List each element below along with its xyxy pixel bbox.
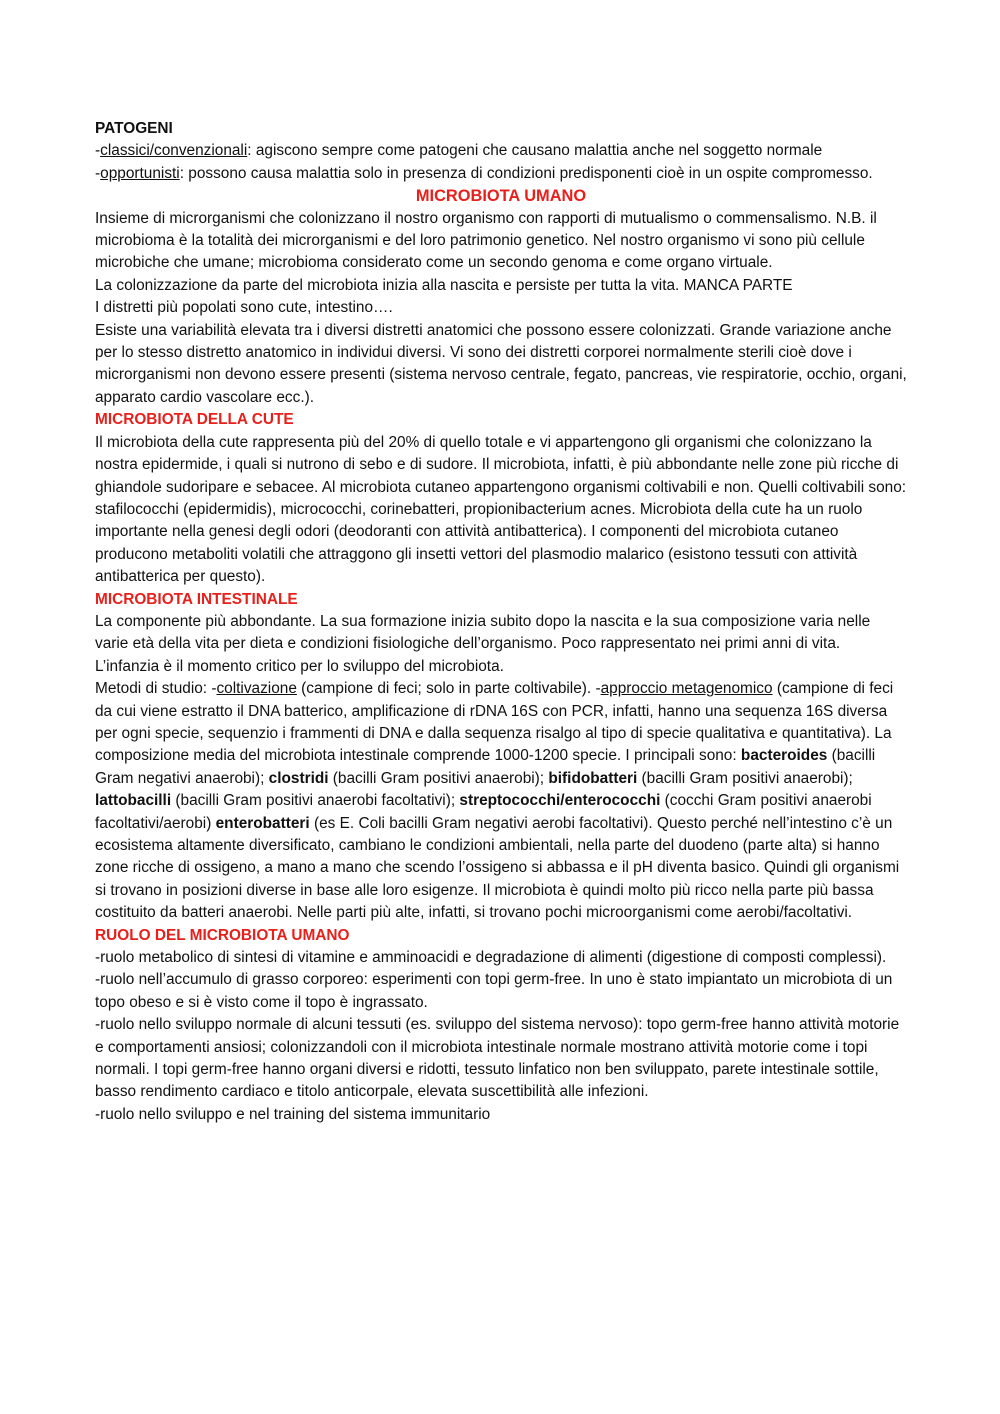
- list-item-ruolo-tessuti: -ruolo nello sviluppo normale di alcuni tessuti (es. sviluppo del sistema nervoso): topo germ-free hanno attività motorie e comportamenti ansiosi; colonizzandoli con il microbiota intestinale normale mostrano attività motorie come i topi normali. I topi germ-free hanno organi diversi e ridotti, tessuto linfatico non ben sviluppato, parete intestinale sottile, basso rendimento cardiaco e titolo anticorpale, elevata suscettibilità alle infezioni.: [95, 1016, 900, 1101]
- text-segment: (cocchi Gram positivi anaerobi facoltativi/aerobi): [95, 792, 872, 832]
- heading-microbiota-intestinale: MICROBIOTA INTESTINALE: [95, 590, 298, 608]
- list-item-ruolo-metabolico: -ruolo metabolico di sintesi di vitamine e amminoacidi e degradazione di alimenti (digestione di composti complessi).: [95, 949, 887, 967]
- definition-classici: : agiscono sempre come patogeni che causano malattia anche nel soggetto normale: [247, 142, 823, 160]
- text-segment: (campione di feci; solo in parte coltivabile). -: [296, 680, 601, 698]
- paragraph-intestinale-intro: La componente più abbondante. La sua formazione inizia subito dopo la nascita e la sua composizione varia nelle varie età della vita per dieta e condizioni fisiologiche dell’organismo. Poco rappresentato nei primi anni di vita. L’infanzia è il momento critico per lo sviluppo del microbiota.: [95, 612, 871, 675]
- dash: -: [95, 164, 101, 182]
- term-clostridi: clostridi: [268, 769, 329, 787]
- text-segment: (campione di feci da cui viene estratto il DNA batterico, amplificazione di rDNA 16S con PCR, infatti, hanno una sequenza 16S diversa per ogni specie, sequenzio i frammenti di DNA e dalla sequenza risalgo al tipo di specie qualitativa e quantitativa). La composizione media del microbiota intestinale comprende 1000-1200 specie. I principali sono:: [95, 680, 894, 765]
- document-page: [95, 118, 907, 1126]
- patogeni-opportunisti: [95, 163, 907, 185]
- definition-opportunisti: : possono causa malattia solo in presenza di condizioni predisponenti cioè in un ospite compromesso.: [179, 164, 873, 182]
- paragraph-microbiota-definition: Insieme di microrganismi che colonizzano il nostro organismo con rapporti di mutualismo o commensalismo. N.B. il microbioma è la totalità dei microrganismi e del loro patrimonio genetico. Nel nostro organismo vi sono più cellule microbiche che umane; microbioma considerato come un secondo genoma e come organo virtuale.: [95, 209, 877, 272]
- paragraph-variabilita: Esiste una variabilità elevata tra i diversi distretti anatomici che possono essere colonizzati. Grande variazione anche per lo stesso distretto anatomico in individui diversi. Vi sono dei distretti corporei normalmente sterili cioè dove i microrganismi non devono essere presenti (sistema nervoso centrale, fegato, pancreas, vie respiratorie, occhio, organi, apparato cardio vascolare ecc.).: [95, 321, 907, 406]
- list-item-ruolo-immunitario: -ruolo nello sviluppo e nel training del sistema immunitario: [95, 1105, 491, 1123]
- paragraph-colonizzazione: La colonizzazione da parte del microbiota inizia alla nascita e persiste per tutta la vita. MANCA PARTE: [95, 276, 793, 294]
- paragraph-distretti: I distretti più popolati sono cute, intestino….: [95, 299, 393, 317]
- term-approccio-metagenomico: approccio metagenomico: [600, 680, 773, 698]
- list-item-ruolo-grasso: -ruolo nell’accumulo di grasso corporeo: esperimenti con topi germ-free. In uno è stato impiantato un microbiota di un topo obeso e si è visto come il topo è ingrassato.: [95, 971, 893, 1011]
- heading-microbiota-umano: MICROBIOTA UMANO: [415, 187, 587, 206]
- text-segment: (bacilli Gram positivi anaerobi);: [328, 769, 549, 787]
- text-segment: (bacilli Gram positivi anaerobi facoltativi);: [171, 792, 460, 810]
- term-bifidobatteri: bifidobatteri: [548, 769, 638, 787]
- term-streptococchi: streptococchi/enterococchi: [459, 792, 661, 810]
- text-segment: Metodi di studio: -: [95, 680, 217, 698]
- text-segment: (bacilli Gram negativi anaerobi);: [95, 747, 876, 787]
- term-coltivazione: coltivazione: [216, 680, 297, 698]
- term-enterobatteri: enterobatteri: [215, 814, 310, 832]
- heading-microbiota-cute: MICROBIOTA DELLA CUTE: [95, 411, 294, 429]
- term-opportunisti: opportunisti: [100, 164, 180, 182]
- text-segment: (es E. Coli bacilli Gram negativi aerobi facoltativi). Questo perché nell’intestino c’è un ecosistema altamente diversificato, cambiano le condizioni ambientali, nella parte del duodeno (parte alta) si hanno zone ricche di ossigeno, a mano a mano che scendo l’ossigeno si abbassa e il pH diventa basico. Quindi gli organismi si trovano in posizioni diverse in base alle loro esigenze. Il microbiota è quindi molto più ricco nella parte più bassa costituito da batteri anaerobi. Nelle parti più alte, infatti, si trovano pochi microorganismi come aerobi/facoltativi.: [95, 814, 900, 922]
- heading-patogeni: PATOGENI: [95, 120, 173, 137]
- dash: -: [95, 142, 101, 160]
- term-bacteroides: bacteroides: [740, 747, 828, 765]
- paragraph-cute: Il microbiota della cute rappresenta più del 20% di quello totale e vi appartengono gli organismi che colonizzano la nostra epidermide, i quali si nutrono di sebo e di sudore. Il microbiota, infatti, è più abbondante nelle zone più ricche di ghiandole sudoripare e sebacee. Al microbiota cutaneo appartengono organismi coltivabili e non. Quelli coltivabili sono: stafilococchi (epidermidis), micrococchi, corinebatteri, propionibacterium acnes. Microbiota della cute ha un ruolo importante nella genesi degli odori (deodoranti con attività antibatterica). I componenti del microbiota cutaneo producono metaboliti volatili che attraggono gli insetti vettori del plasmodio malarico (esistono tessuti con attività antibatterica per questo).: [95, 433, 907, 586]
- text-segment: (bacilli Gram positivi anaerobi);: [637, 769, 853, 787]
- term-lattobacilli: lattobacilli: [95, 792, 172, 810]
- patogeni-classici: [95, 140, 907, 162]
- heading-ruolo-microbiota: RUOLO DEL MICROBIOTA UMANO: [95, 926, 350, 944]
- paragraph-metodi-studio: [95, 678, 907, 924]
- term-classici: classici/convenzionali: [100, 142, 248, 160]
